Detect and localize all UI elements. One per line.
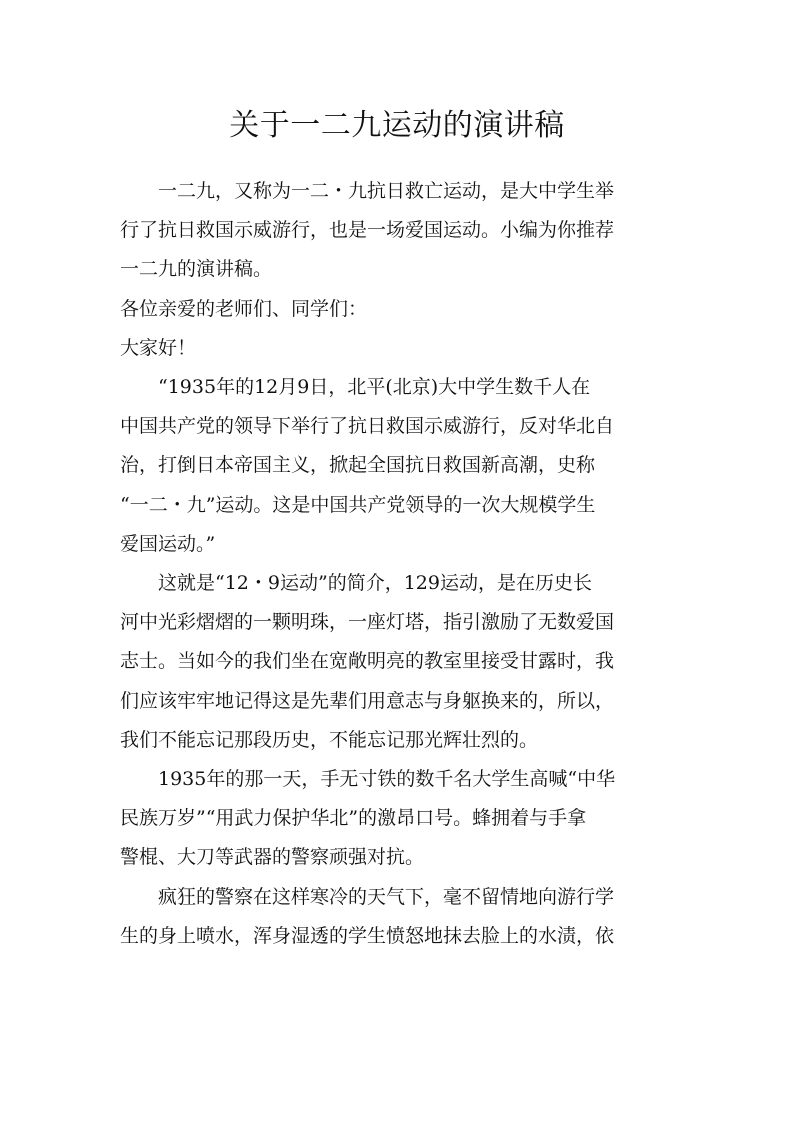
text-line: 一二九，又称为一二・九抗日救亡运动，是大中学生举	[158, 180, 615, 202]
text-line: 生的身上喷水，浑身湿透的学生愤怒地抹去脸上的水渍，依	[120, 924, 615, 947]
text-line: 疯狂的警察在这样寒冷的天气下，毫不留情地向游行学	[158, 885, 615, 908]
text-line: 爱国运动。”	[120, 532, 216, 555]
text-line: 一二九的演讲稿。	[120, 258, 273, 281]
text-line: 1935年的那一天，手无寸铁的数千名大学生高喊“中华	[158, 768, 616, 791]
document-title: 关于一二九运动的演讲稿	[229, 108, 565, 143]
text-line: 志士。当如今的我们坐在宽敞明亮的教室里接受甘露时，我	[120, 650, 615, 673]
text-line: “1935年的12月9日，北平(北京)大中学生数千人在	[158, 376, 591, 399]
text-line: 我们不能忘记那段历史，不能忘记那光辉壮烈的。	[120, 728, 539, 751]
text-line: 这就是“12・9运动”的简介，129运动，是在历史长	[158, 572, 592, 595]
text-line: 行了抗日救国示威游行，也是一场爱国运动。小编为你推荐	[120, 219, 615, 242]
text-line: “一二・九”运动。这是中国共产党领导的一次大规模学生	[120, 493, 596, 516]
paragraph-4	[120, 878, 680, 956]
text-line: 警棍、大刀等武器的警察顽强对抗。	[120, 846, 425, 869]
greeting-hello: 大家好！	[120, 336, 197, 359]
text-line: 民族万岁”“用武力保护华北”的激昂口号。蜂拥着与手拿	[120, 807, 587, 830]
text-line: 们应该牢牢地记得这是先辈们用意志与身躯换来的，所以，	[120, 689, 615, 712]
greeting-audience: 各位亲爱的老师们、同学们：	[120, 297, 368, 320]
paragraph-2	[120, 564, 680, 760]
intro-paragraph	[120, 172, 680, 290]
text-line: 治，打倒日本帝国主义，掀起全国抗日救国新高潮，史称	[120, 454, 596, 477]
text-line: 河中光彩熠熠的一颗明珠，一座灯塔，指引激励了无数爱国	[120, 611, 615, 634]
paragraph-3	[120, 760, 680, 878]
quote-paragraph	[120, 368, 680, 564]
document-body	[120, 172, 680, 956]
text-line: 中国共产党的领导下举行了抗日救国示威游行，反对华北自	[120, 415, 615, 438]
